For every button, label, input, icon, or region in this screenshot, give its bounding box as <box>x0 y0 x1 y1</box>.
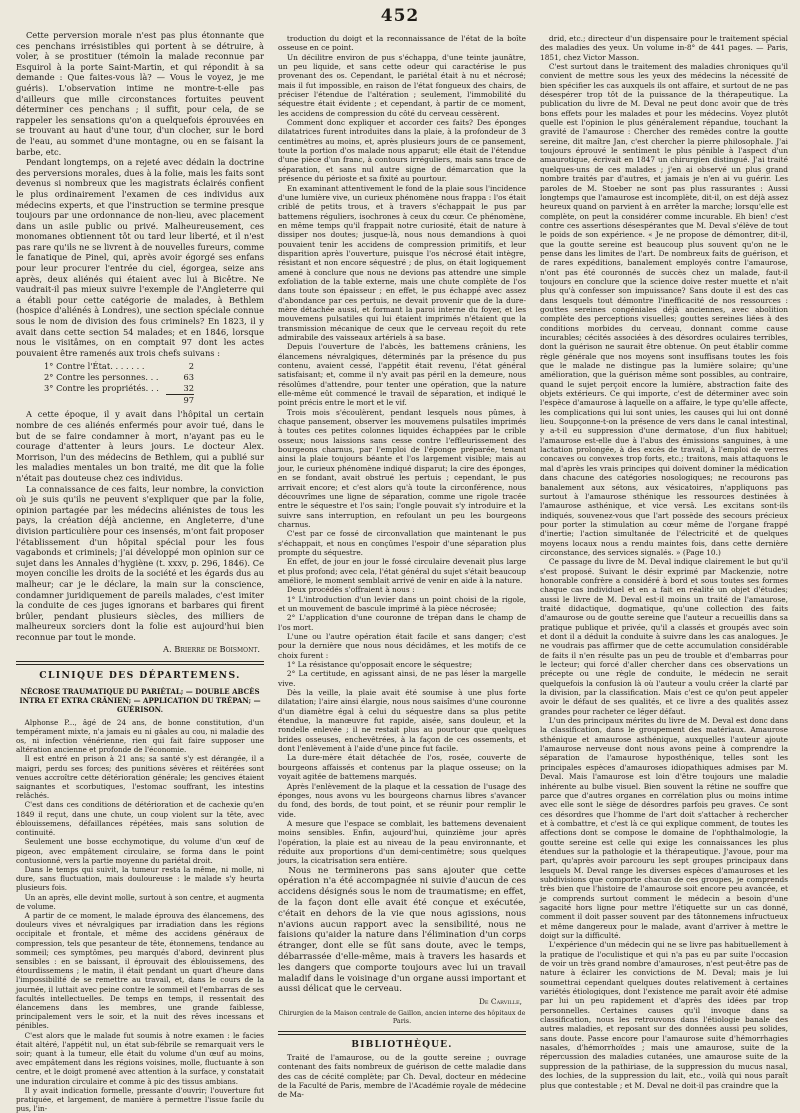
divider <box>16 661 264 662</box>
stat-label: 1° Contre l'État. . . . . . . <box>44 361 145 372</box>
paragraph: Dans le temps qui suivit, la tumeur resta la même, ni molle, ni dure, sans fluctuation, mais douloureuse : le malade s'y heurta plusieurs fois. <box>16 864 264 893</box>
paragraph: L'expérience d'un médecin qui ne se livre pas habituellement à la pratique de l'oculistique et qui n'a pas eu par suite l'occasion de voir un très grand nombre d'amauroses, n'est peut-être pas de nature à éclairer les convictions de M. Deval; mais je lui soumettrai cependant quelques doutes relativement à certaines variétés étiologiques, dont l'existence me paraît avoir été admise par lui un peu rapidement et d'après des idées par trop personnelles. Certaines causes qu'il invoque dans sa classification, nous les retrouvons dans l'étiologie banale des autres maladies, et reposant sur des données aussi peu solides, sans doute. Passe encore pour l'amaurose suite d'hémorrhagies nasales, d'hémorrhoïdes ; mais une amaurose, suite de la répercussion des maladies cutanées, une amaurose suite de la suppression de la pathiriase, de la suppression du mucus nasal, des lochies, de la suppression du lait, etc., voilà qui nous paraît plus que contestable ; et M. Deval ne doit-il pas craindre que la <box>540 940 788 1090</box>
author-signature: De Carville, <box>478 997 522 1007</box>
paragraph: 2° La certitude, en agissant ainsi, de ne pas léser la margelle vive. <box>278 669 526 688</box>
paragraph: A partir de ce moment, le malade éprouva des élancemens, des douleurs vives et névralgiques par irradiation dans les régions occipitale et frontale, et même des accidens généraux de compression, tels que pesanteur de tête, étonnemens, tendance au sommeil; ces symptômes, peu marqués d'abord, devinrent plus sensibles : en se baissant, il éprouvait des éblouissemens, des étourdissemens ; le matin, il était pendant un quart d'heure dans l'impossibilité de se remettre au travail, et, dans le cours de la journée, il luttait avec peine contre le sommeil et l'embarras de ses facultés intellectuelles. De temps en temps, il ressentait des élancemens dans les membres, une grande faiblesse, principalement vers le soir, et la nuit des rêves incessans et pénibles. <box>16 910 264 1031</box>
stat-value: 32 <box>183 383 194 394</box>
paragraph: Seulement une bosse ecchymotique, du volume d'un œuf de pigeon, avec empâtement circulaire, se forma dans le point contusionné, vers la partie moyenne du pariétal droit. <box>16 837 264 865</box>
paragraph: 2° L'application d'une couronne de trépan dans le champ de l'os mort. <box>278 613 526 632</box>
paragraph: Un an après, elle devint molle, surtout à son centre, et augmenta de volume. <box>16 892 264 911</box>
divider <box>278 1034 526 1035</box>
section-title: BIBLIOTHÈQUE. <box>351 1039 453 1050</box>
paragraph: L'une ou l'autre opération était facile et sans danger; c'est pour la dernière que nous nous décidâmes, et les motifs de ce choix furent : <box>278 632 526 660</box>
paragraph: Depuis l'ouverture de l'abcès, les battemens crâniens, les élancemens névralgiques, déterminés par la présence du pus contenu, avaient cessé, l'appétit était revenu, l'état général satisfaisant; et, comme il n'y avait pas péril en la demeure, nous résolûmes d'attendre, pour tenter une opération, que la nature elle-même eût commencé le travail de séparation, et indiqué le point précis entre le mort et le vif. <box>278 342 526 408</box>
paragraph: Deux procédés s'offraient à nous : <box>286 585 415 595</box>
paragraph: A mesure que l'espace se comblait, les battemens devenaient moins sensibles. Enfin, aujourd'hui, quinzième jour après l'opération, la plaie est au niveau de la peau environnante, et réduite aux proportions d'un demi-centimètre; sous quelques jours, la cicatrisation sera entière. <box>278 818 526 866</box>
paragraph: Un décilitre environ de pus s'échappa, d'une teinte jaunâtre, un peu liquide, et sans cette odeur qui caractérise le pus provenant des os. Cependant, le pariétal était à nu et nécrosé; mais il fut impossible, en raison de l'état fongueux des chairs, de préciser l'étendue de l'altération ; seulement, l'immobilité du séquestre était évidente ; et cependant, à partir de ce moment, les accidens de compression du côté du cerveau cessèrent. <box>278 52 526 118</box>
paragraph: 1° L'introduction d'un levier dans un point choisi de la rigole, et un mouvement de bascule imprimé à la pièce nécrosée; <box>278 594 526 613</box>
section-title: CLINIQUE DES DÉPARTEMENS. <box>39 670 241 682</box>
column-1 <box>16 30 264 1113</box>
paragraph: Après l'enlèvement de la plaque et la cessation de l'usage des éponges, nous avons vu les bourgeons charnus libres s'avancer du fond, des bords, de tout point, et se réunir pour remplir le vide. <box>278 781 526 819</box>
paragraph: La dure-mère était détachée de l'os, rosée, couverte de bourgeons affaissés et contenus par la plaque osseuse; on la voyait agitée de battemens marqués. <box>278 753 526 782</box>
paragraph: Comment donc expliquer et accorder ces faits? Des éponges dilatatrices furent introduites dans la plaie, à la profondeur de 3 centimètres au moins, et, après plusieurs jours de ce pansement, toute la portion d'os malade nous apparut; elle était de l'étendue d'une pièce d'un franc, à contours irréguliers, mais sans trace de séparation, et sans nul autre signe de démarcation que la présence du périoste et sa fixité au pourtour. <box>278 118 526 184</box>
book-entry: Traité de l'amaurose, ou de la goutte sereine ; ouvrage contenant des faits nombreux de guérison de cette maladie dans des cas de cécité complète; par Ch. Deval, docteur en médecine de la Faculté de Paris, membre de l'Académie royale de médecine de Ma- <box>278 1052 526 1100</box>
paragraph: En effet, de jour en jour le fossé circulaire devenait plus large et plus profond; avec cela, l'état général du sujet s'était beaucoup amélioré, le moment semblait arrivé de venir en aide à la nature. <box>278 557 526 585</box>
paragraph: Nous ne terminerons pas sans ajouter que cette opération n'a été accompagnée ni suivie d'aucun de ces accidens désignés sous le nom de traumatisme; en effet, de la façon dont elle avait été conçue et exécutée, c'était en dehors de la vie que nous agissions, nous n'avions aucun rapport avec la sensibilité, nous ne faisions qu'aider la nature dans l'élimination d'un corps étranger, dont elle se fût sans doute, avec le temps, débarrassée d'elle-même, mais à travers les hasards et les dangers que comporte toujours avec lui un travail maladif dans le voisinage d'un organe aussi important et aussi délicat que le cerveau. <box>278 865 526 995</box>
statistics-list <box>44 361 194 406</box>
paragraph: Ce passage du livre de M. Deval indique clairement le but qu'il s'est proposé. Suivant le désir exprimé par Mackenzie, notre honorable confrère a considéré à bord et sous toutes ses formes chaque cas individuel et en a fait en réalité un objet d'études; aussi le livre de M. Deval est-il moins un traité de l'amaurose, traité didactique, dogmatique, qu'une collection des faits d'amaurose ou de goutte sereine que l'auteur a recueillis dans sa pratique publique et privée, qu'il a classés et groupés avec soin et dont il a déduit la conduite à suivre dans les cas analogues. Je ne voudrais pas affirmer que de cette accumulation considérable de faits il n'en résulte pas un peu de trouble et d'embarras pour le lecteur; qui forcé d'aller chercher dans ces observations un précepte ou une règle de conduite, le médecin ne serait quelquefois la confusion là où l'auteur a voulu créer la clarté par la division, par la classification. Mais c'est ce qu'on peut appeler avoir le défaut de ses qualités, et ce livre a des qualités assez grandes pour racheter ce léger défaut. <box>540 557 788 716</box>
stat-label: 3° Contre les propriétés. . . <box>44 383 159 394</box>
paragraph: Il est entré en prison à 21 ans; sa santé s'y est dérangée, il a maigri, perdu ses forces; des punitions sévères et réitérées sont venues accroître cette détérioration générale; les gencives étaient saignantes et scorbutiques, l'estomac souffrant, les intestins relâchés. <box>16 754 264 801</box>
paragraph: L'un des principaux mérites du livre de M. Deval est donc dans la classification, dans le groupement des matériaux. Amaurose sthénique et amaurose asthénique, auxquelles l'auteur ajoute l'amaurose nerveuse dont nous avons peine à comprendre la séparation de l'amaurose hyposthénique, telles sont les principales espèces d'amauroses idiopathiques admises par M. Deval. Mais l'amaurose est loin d'être toujours une maladie inhérente au bulbe visuel. Bien souvent la rétine ne souffre que parce que d'autres organes en corrélation plus ou moins intime avec elle sont le siège de désordres parfois peu graves. Ce sont ces désordres que l'homme de l'art doit s'attacher à rechercher et à combattre, et c'est là ce qui explique comment, de toutes les affections dont se compose le domaine de l'ophthalmologie, la goutte sereine est celle qui exige les connaissances les plus étendues sur la pathologie et la thérapeutique. J'avoue, pour ma part, qu'après avoir parcouru les sept groupes principaux dans lesquels M. Deval range les diverses espèces d'amauroses et les subdivisions que comporte chacun de ces groupes, je comprends très bien que l'histoire de l'amaurose soit encore peu avancée, et je comprends surtout comment le médecin a besoin d'une sagacité hors ligne pour mettre l'étiquette sur un cas donné, comment il doit passer souvent par des tâtonnemens infructueux et même dangereux pour le malade, avant d'arriver à mettre le doigt sur la difficulté. <box>540 716 788 940</box>
stat-row <box>44 361 194 372</box>
paragraph: C'est alors que le malade fut soumis à notre examen : le facies était altéré, l'appétit nul, un état sub-fébrile se remarquait vers le soir; quant à la tumeur, elle était du volume d'un œuf au moins, avec empâtement dans les régions voisines, molle, fluctuante à son centre, et le doigt promené avec attention à la surface, y constatait une induration circulaire et comme à pic des tissus ambians. <box>16 1030 264 1086</box>
paragraph: Dès la veille, la plaie avait été soumise à une plus forte dilatation; l'aire ainsi élargie, nous nous saisîmes d'une couronne d'un diamètre égal à celui du séquestre dans sa plus petite étendue, la manœuvre fut rapide, aisée, sans douleur, et la rondelle enlevée ; il ne restait plus au pourtour que quelques brides osseuses, enchevêtrées, à la façon de ces ossements, et dont l'enlèvement à l'aide d'une pince fut facile. <box>278 688 526 754</box>
stat-value: 63 <box>183 372 194 383</box>
column-3 <box>540 34 788 1090</box>
paragraph: troduction du doigt et la reconnaissance de l'état de la boîte osseuse en ce point. <box>278 34 526 53</box>
paragraph: 1° La résistance qu'opposait encore le séquestre; <box>286 660 473 670</box>
paragraph: Il y avait indication formelle, pressante d'ouvrir; l'ouverture fut pratiquée, et largement, de manière à permettre l'issue facile du pus, l'in- <box>16 1085 264 1113</box>
stat-total: 97 <box>166 394 194 406</box>
column-2 <box>278 34 526 1100</box>
paragraph: drid, etc.; directeur d'un dispensaire pour le traitement spécial des maladies des yeux. Un volume in-8° de 441 pages. — Paris, 1851, chez Victor Masson. <box>540 34 788 62</box>
paragraph: C'est par ce fossé de circonvallation que maintenant le pus s'échappait, et nous en conçûmes l'espoir d'une séparation plus prompte du séquestre. <box>278 529 526 557</box>
paragraph: En examinant attentivement le fond de la plaie sous l'incidence d'une lumière vive, un curieux phénomène nous frappa : l'os était criblé de petits trous, et à travers s'échappait le pus par battemens réguliers, isochrones à ceux du cœur. Ce phénomène, en même temps qu'il frappait notre curiosité, était de nature à dissiper nos doutes; jusque-là, nous nous demandions à quoi pouvaient tenir les accidens de compression primitifs, et leur disparition après l'ouverture, puisque l'os nécrosé était intègre, résistant et non encore séquestré ; de plus, on était logiquement amené à conclure que nous ne devions pas attendre une simple exfoliation de la table externe, mais une chute complète de l'os dans toute son épaisseur ; en effet, le pus échappé avec assez d'abondance par ces pertuis, ne devait provenir que de la dure-mère détachée aussi, et formant la paroi interne du foyer, et les mouvemens pulsatiles qui lui étaient imprimés n'étaient que la transmission mécanique de ceux que le cerveau reçoit du rete admirabile des vaisseaux artériels à sa base. <box>278 183 526 342</box>
paragraph: A cette époque, il y avait dans l'hôpital un certain nombre de ces aliénés enfermés pour avoir tué, dans le but de se faire condamner à mort, n'ayant pas eu le courage d'attenter à leurs jours. Le docteur Alex. Morrison, l'un des médecins de Bethlem, qui a publié sur les maladies mentales un bon traité, me dit que la folie n'était pas douteuse chez ces individus. <box>16 409 264 483</box>
divider <box>16 664 264 665</box>
paragraph: La connaissance de ces faits, leur nombre, la conviction où je suis qu'ils ne peuvent s'expliquer que par la folie, opinion partagée par les médecins aliénistes de tous les pays, la création déjà ancienne, en Angleterre, d'une division particulière pour ces insensés, m'ont fait proposer l'établissement d'un hôpital spécial pour les fous vagabonds et criminels; j'ai développé mon opinion sur ce sujet dans les Annales d'hygiène (t. xxxv, p. 296, 1846). Ce moyen concilie les droits de la société et les égards dus au malheur; car je le déclare, la main sur la conscience, condamner juridiquement de pareils malades, c'est imiter la conduite de ces juges ignorans et barbares qui firent brûler, pendant plusieurs siècles, des milliers de malheureux sorciers dont la folie est aujourd'hui bien reconnue par tout le monde. <box>16 483 264 642</box>
divider <box>278 1031 526 1032</box>
case-title: NÉCROSE TRAUMATIQUE DU PARIÉTAL; — DOUBLE ABCÈS INTRA ET EXTRA CRÂNIEN; — APPLICATION DU TRÉPAN; — GUÉRISON. <box>19 686 261 714</box>
author-affiliation: Chirurgien de la Maison centrale de Gaillon, ancien interne des hôpitaux de Paris. <box>278 1008 526 1025</box>
stat-row <box>44 383 194 394</box>
paragraph: C'est surtout dans le traitement des maladies chroniques qu'il convient de mettre sous les yeux des médecins la nécessité de bien spécifier les cas auxquels ils ont affaire, et surtout de ne pas désespérer trop tôt de la puissance de la thérapeutique. La publication du livre de M. Deval ne peut donc avoir que de très bons effets pour les malades et pour les médecins. Voyez plutôt quelle est l'opinion le plus généralement répandue, touchant la gravité de l'amaurose : Chercher des remèdes contre la goutte sereine, dit maître Jan, c'est chercher la pierre philosophale. J'ai toujours éprouvé le sentiment le plus pénible à l'aspect d'un amaurotique, écrivait en 1847 un chirurgien distingué. J'ai traité quelques-uns de ces malades ; j'en ai observé un plus grand nombre traités par d'autres, et jamais je n'en ai vu guérir. Les paroles de M. Stoeber ne sont pas plus rassurantes : Aussi longtemps que l'amaurose est incomplète, dit-il, on est déjà assez heureux quand on parvient à en arrêter la marche; lorsqu'elle est complète, on peut la considérer comme incurable. Eh bien! c'est contre ces assertions désespérantes que M. Deval s'élève de tout le poids de son expérience. « Je ne propose de démontrer, dit-il, que la goutte sereine est beaucoup plus souvent qu'on ne le pense dans les limites de l'art. De nombreux faits de guérison, et de rares expéditions, banalement employés contre l'amaurose, n'ont pas été couronnés de succès chez un malade, faut-il toujours en conclure que la science doive rester muette et n'ait plus qu'à confesser son impuissance? Sans doute il est des cas dans lesquels tout démontre l'inefficacité de nos ressources : gouttes sereines congéniales déjà anciennes, avec abolition complète des perceptions visuelles; gouttes sereines liées à des conditions morbides du cerveau, donnant comme cause incurables; cécités associées à des désordres oculaires terribles, dont la guérison ne saurait être obtenue. On peut établir comme règle générale que nos moyens sont insuffisans toutes les fois que le malade ne distingue pas la lumière solaire; qu'une amélioration, que la guérison même sont possibles, au contraire, quand le sujet perçoit encore la lumière, abstraction faite des objets extérieurs. Ce qui importe, c'est de déterminer avec soin l'espèce d'amaurose à laquelle on a affaire, le type qu'elle affecte, les complications qui lui sont unies, les causes qui lui ont donné lieu. Soupçonne-t-on la présence de vers dans le canal intestinal, y a-t-il eu suppression d'une dermatose, d'un flux habituel; l'amaurose est-elle due à l'abus des émissions sanguines, à une lactation prolongée, à des excès de travail, à l'emploi de verres concaves ou convexes trop forts, etc.; traitons, mais attaquons le mal d'après les vrais principes qui doivent dominer la médication dans chacune des catégories nosologiques; ne recourons pas banalement aux sétons, aux vésicatoires, n'appliquons pas surtout à l'amaurose sthénique les ressources destinées à l'amaurose asthénique, et vice versâ. Les excitans sont-ils indiqués, souvenez-vous que l'art possède des secours précieux pour porter la stimulation au cœur même de l'organe frappé d'inertie; l'action simultanée de l'électricité et de quelques moyens locaux nous a rendu maintes fois, dans cette dernière circonstance, des services signalés. » (Page 10.) <box>540 62 788 557</box>
stat-value: 2 <box>188 361 194 372</box>
paragraph: Pendant longtemps, on a rejeté avec dédain la doctrine des perversions morales, dues à la folie, mais les faits sont devenus si nombreux que les magistrats éclairés confient le plus ordinairement l'examen de ces individus aux médecins experts, et que l'instruction se termine presque toujours par une ordonnance de non-lieu, avec placement dans un asile public ou privé. Malheureusement, ces monomanes obtiennent tôt ou tard leur liberté, et il n'est pas rare qu'ils ne se livrent à de nouvelles fureurs, comme le fanatique de Pinel, qui, après avoir égorgé ses enfans pour leur procurer l'entrée du ciel, égorgea, seize ans après, deux aliénés qui étaient avec lui à Bicêtre. Ne vaudrait-il pas mieux suivre l'exemple de l'Angleterre qui a établi pour cette catégorie de malades, à Bethlem (hospice d'aliénés à Londres), une section spéciale connue sous le nom de division des fous criminels? En 1823, il y avait dans cette section 54 malades; et en 1846, lorsque nous le visitâmes, on en comptait 97 dont les actes pouvaient être ramenés aux trois chefs suivans : <box>16 157 264 358</box>
paragraph: C'est dans ces conditions de détérioration et de cachexie qu'en 1849 il reçut, dans une chute, un coup violent sur la tête, avec éblouissemens, défaillances répétées, mais sans solution de continuité. <box>16 800 264 838</box>
page-number: 452 <box>380 6 420 26</box>
stat-label: 2° Contre les personnes. . . <box>44 372 159 383</box>
paragraph: Alphonse P..., âgé de 24 ans, de bonne constitution, d'un tempérament mixte, n'a jamais eu ni gâales au cou, ni maladie des os, ni infection vénérienne, rien qui fait faire supposer une altération ancienne et profonde de l'économie. <box>16 717 264 755</box>
paragraph: Trois mois s'écoulèrent, pendant lesquels nous pûmes, à chaque pansement, observer les mouvemens pulsatiles imprimés à toutes ces petites colonnes liquides échappées par le crible osseux; nous laissions sans cesse contre l'effleurissement des bourgeons charnus, par l'emploi de l'éponge préparée, tenant ainsi la plaie toujours béante et l'os largement visible; mais au jour, le curieux phénomène indiqué disparut; la cire des éponges, en se fondant, avait obstrué les pertuis ; cependant, le pus arrivait encore; et c'est alors qu'à toute la circonférence, nous découvrîmes une ligne de séparation, comme une rigole tracée entre le séquestre et l'os sain; l'ongle pouvait s'y introduire et la suivre sans interruption, en refoulant un peu les bourgeons charnus. <box>278 407 526 529</box>
paragraph: Cette perversion morale n'est pas plus étonnante que ces penchans irrésistibles qui portent à se détruire, à voler, à se prostituer (témoin la malade reconnue par Esquirol à la porte Saint-Martin, et qui répondit à sa demande : Que faites-vous là? — Vous le voyez, je me guéris). L'observation intime ne montre-t-elle pas d'ailleurs que mille circonstances fortuites peuvent déterminer ces penchans ; il suffit, pour cela, de se rappeler les sensations qu'on a quelquefois éprouvées en se trouvant au haut d'une tour, d'un clocher, sur le bord de l'eau, au sommet d'une montagne, ou en se faisant la barbe, etc. <box>16 30 264 157</box>
author-signature: A. Brierre de Boismont. <box>163 644 260 655</box>
stat-row <box>44 372 194 383</box>
